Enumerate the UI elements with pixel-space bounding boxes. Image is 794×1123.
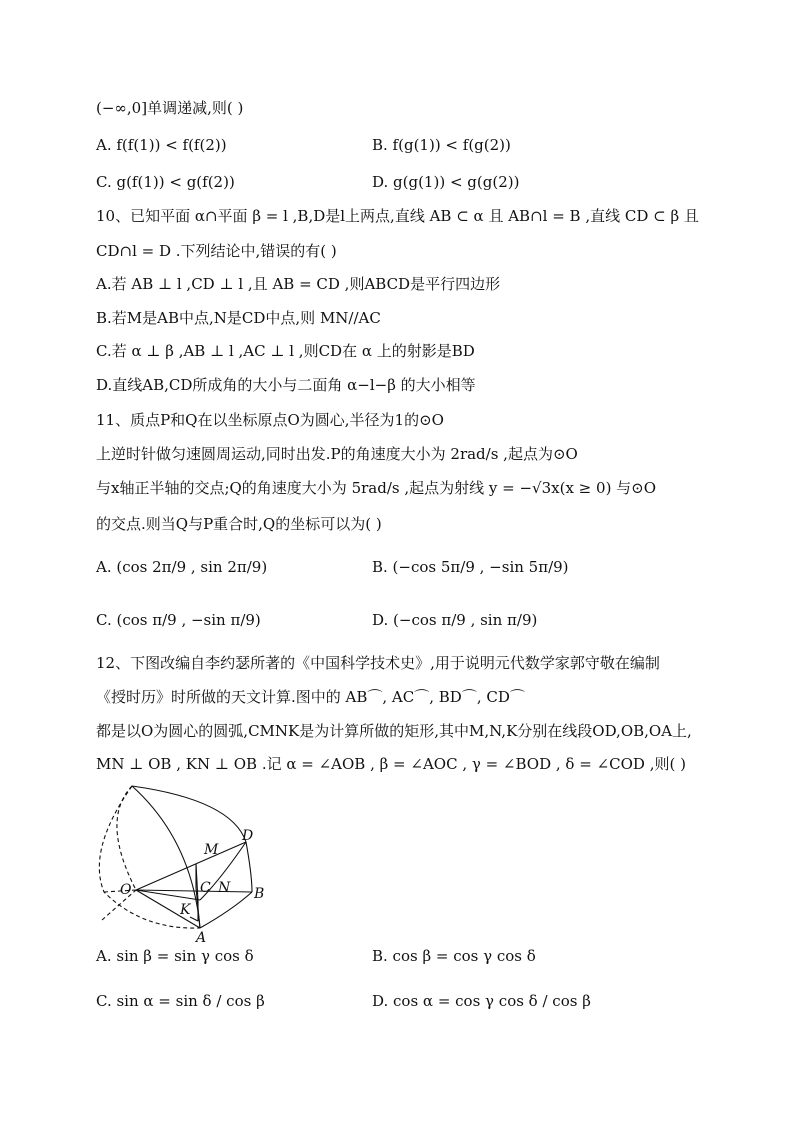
q9-option-d: D. g(g(1)) < g(g(2))	[372, 173, 520, 191]
q10-stem-line1: 10、已知平面 α∩平面 β = l ,B,D是l上两点,直线 AB ⊂ α 且 AB∩l = B ,直线 CD ⊂ β 且	[96, 207, 699, 225]
q10-stem-line2: CD∩l = D .下列结论中,错误的有( )	[96, 242, 337, 260]
q10-option-a: A.若 AB ⊥ l ,CD ⊥ l ,且 AB = CD ,则ABCD是平行四边形	[96, 275, 501, 293]
q9-option-a: A. f(f(1)) < f(f(2))	[96, 136, 227, 154]
label-a: A	[196, 930, 207, 945]
q11-stem-line4: 的交点.则当Q与P重合时,Q的坐标可以为( )	[96, 515, 382, 533]
geometry-figure-svg	[92, 780, 272, 945]
label-n: N	[218, 880, 231, 896]
q11-stem-line1: 11、质点P和Q在以坐标原点O为圆心,半径为1的⊙O	[96, 411, 444, 429]
q11-option-b: B. (−cos 5π/9 , −sin 5π/9)	[372, 558, 569, 576]
q12-option-a: A. sin β = sin γ cos δ	[96, 947, 254, 965]
q10-option-d: D.直线AB,CD所成角的大小与二面角 α−l−β 的大小相等	[96, 376, 476, 394]
q11-option-c: C. (cos π/9 , −sin π/9)	[96, 611, 261, 629]
geometry-figure	[92, 780, 272, 945]
q12-option-d: D. cos α = cos γ cos δ / cos β	[372, 992, 591, 1010]
q11-option-d: D. (−cos π/9 , sin π/9)	[372, 611, 538, 629]
q12-stem-line3: 都是以O为圆心的圆弧,CMNK是为计算所做的矩形,其中M,N,K分别在线段OD,OB,OA上,	[96, 722, 692, 740]
q9-option-b: B. f(g(1)) < f(g(2))	[372, 136, 511, 154]
segment-oc	[136, 890, 200, 900]
q9-option-c: C. g(f(1)) < g(f(2))	[96, 173, 235, 191]
q11-option-a: A. (cos 2π/9 , sin 2π/9)	[96, 558, 268, 576]
q12-stem-line4: MN ⊥ OB , KN ⊥ OB .记 α = ∠AOB , β = ∠AOC , γ = ∠BOD , δ = ∠COD ,则( )	[96, 755, 686, 773]
q10-option-c: C.若 α ⊥ β ,AB ⊥ l ,AC ⊥ l ,则CD在 α 上的射影是BD	[96, 342, 475, 360]
arc-ab	[200, 892, 252, 928]
q12-option-c: C. sin α = sin δ / cos β	[96, 992, 265, 1010]
label-k: K	[180, 902, 191, 918]
q11-stem-line2: 上逆时针做匀速圆周运动,同时出发.P的角速度大小为 2rad/s ,起点为⊙O	[96, 445, 578, 463]
segment-k	[190, 917, 198, 921]
label-m: M	[204, 842, 219, 858]
q12-stem-line1: 12、下图改编自李约瑟所著的《中国科学技术史》,用于说明元代数学家郭守敬在编制	[96, 654, 660, 672]
q10-option-b: B.若M是AB中点,N是CD中点,则 MN//AC	[96, 309, 381, 327]
label-d: D	[242, 828, 254, 844]
label-b: B	[254, 886, 265, 902]
q11-stem-line3: 与x轴正半轴的交点;Q的角速度大小为 5rad/s ,起点为射线 y = −√3x(x ≥ 0) 与⊙O	[96, 479, 657, 497]
q9-intro: (−∞,0]单调递减,则( )	[96, 99, 244, 117]
arc-d-to-b	[246, 842, 252, 892]
dashed-inner-arc	[117, 786, 136, 890]
arc-top-to-d	[132, 786, 246, 842]
q12-option-b: B. cos β = cos γ cos δ	[372, 947, 536, 965]
label-c: C	[200, 880, 211, 896]
label-o: O	[120, 882, 132, 898]
q12-stem-line2: 《授时历》时所做的天文计算.图中的 AB⌒, AC⌒, BD⌒, CD⌒	[96, 688, 525, 706]
